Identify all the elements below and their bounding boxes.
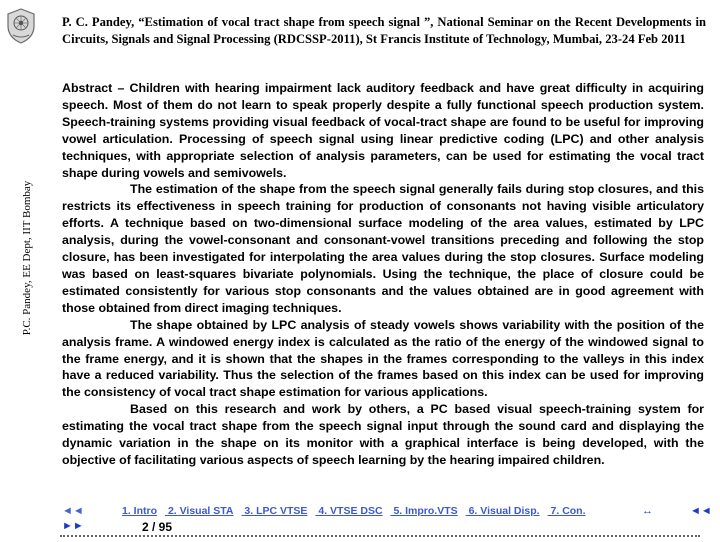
next-slide-button[interactable]: ►► <box>62 520 84 532</box>
iit-bombay-logo-icon <box>6 8 36 44</box>
nav-link-impro-vts[interactable]: 5. Impro.VTS <box>393 505 458 517</box>
side-strip <box>0 0 46 540</box>
slide-navigation-row-2 <box>62 520 262 534</box>
nav-link-lpc-vtse[interactable]: 3. LPC VTSE <box>244 505 308 517</box>
nav-link-visual-disp[interactable]: 6. Visual Disp. <box>468 505 540 517</box>
abstract-paragraph-4: Based on this research and work by others, a PC based visual speech-training system for estimating the vocal tract shape from the speech signal input through the sound card and displaying the dynamic variation in the shape on its monitor with a graphical interface is being developed, with the objective of facilitating various aspects of speech learning by the hearing impaired children. <box>62 402 704 467</box>
back-arrow-button[interactable]: ↔ <box>642 505 653 517</box>
slide-navigation <box>62 505 710 519</box>
abstract-paragraph-3: The shape obtained by LPC analysis of steady vowels shows variability with the position of the analysis frame. A windowed energy index is calculated as the ratio of the energy of the windowed signal to the frame energy, and it is shown that the shapes in the frames corresponding to the valleys in this index have a reduced variability. Thus the selection of the frames based on this index can be used for improving the consistency of vocal tract shape estimation for various applications. <box>62 317 704 400</box>
abstract-body <box>62 80 704 469</box>
side-credit: P.C. Pandey, EE Dept, IIT Bombay <box>21 180 33 336</box>
abstract-paragraph-1: Abstract – Children with hearing impairment lack auditory feedback and have great difficulty in acquiring speech. Most of them do not learn to speak properly despite a fully functional speech production system. Speech-training systems providing visual feedback of vocal-tract shape are found to be useful for improving vowel articulation. Processing of speech signal using linear predictive coding (LPC) and other analysis techniques, with appropriate selection of analysis parameters, can be used for estimating the vocal tract shape during vowels and semivowels. <box>62 81 704 180</box>
previous-slide-button[interactable]: ◄◄ <box>690 505 712 517</box>
abstract-paragraph-2: The estimation of the shape from the speech signal generally fails during stop closures, and this restricts its effectiveness in speech training for production of consonants not having visible articulatory efforts. A technique based on two-dimensional surface modeling of the area values, estimated by LPC analysis, during the vowel-consonant and consonant-vowel transitions preceding and following the stop closure, has been investigated for interpolating the area values during the stop closures. Surface modeling was based on least-squares bivariate polynomials. Using the technique, the place of closure could be estimated consistently for various stop consonants and the values obtained are in good agreement with those obtained from direct imaging techniques. <box>62 182 704 315</box>
page-number: 2 / 95 <box>142 520 173 534</box>
footer-divider <box>60 535 700 542</box>
nav-link-con[interactable]: 7. Con. <box>550 505 586 517</box>
first-slide-button[interactable]: ◄◄ <box>62 505 84 517</box>
citation-header: P. C. Pandey, “Estimation of vocal tract shape from speech signal ”, National Seminar on the Recent Developments in Circuits, Signals and Signal Processing (RDCSSP-2011), St Francis Institute of Technology, Mumbai, 23-24 Feb 2011 <box>62 15 706 46</box>
section-links <box>122 505 594 517</box>
nav-link-intro[interactable]: 1. Intro <box>122 505 158 517</box>
nav-link-visual-sta[interactable]: 2. Visual STA <box>167 505 234 517</box>
nav-link-vtse-dsc[interactable]: 4. VTSE DSC <box>318 505 383 517</box>
